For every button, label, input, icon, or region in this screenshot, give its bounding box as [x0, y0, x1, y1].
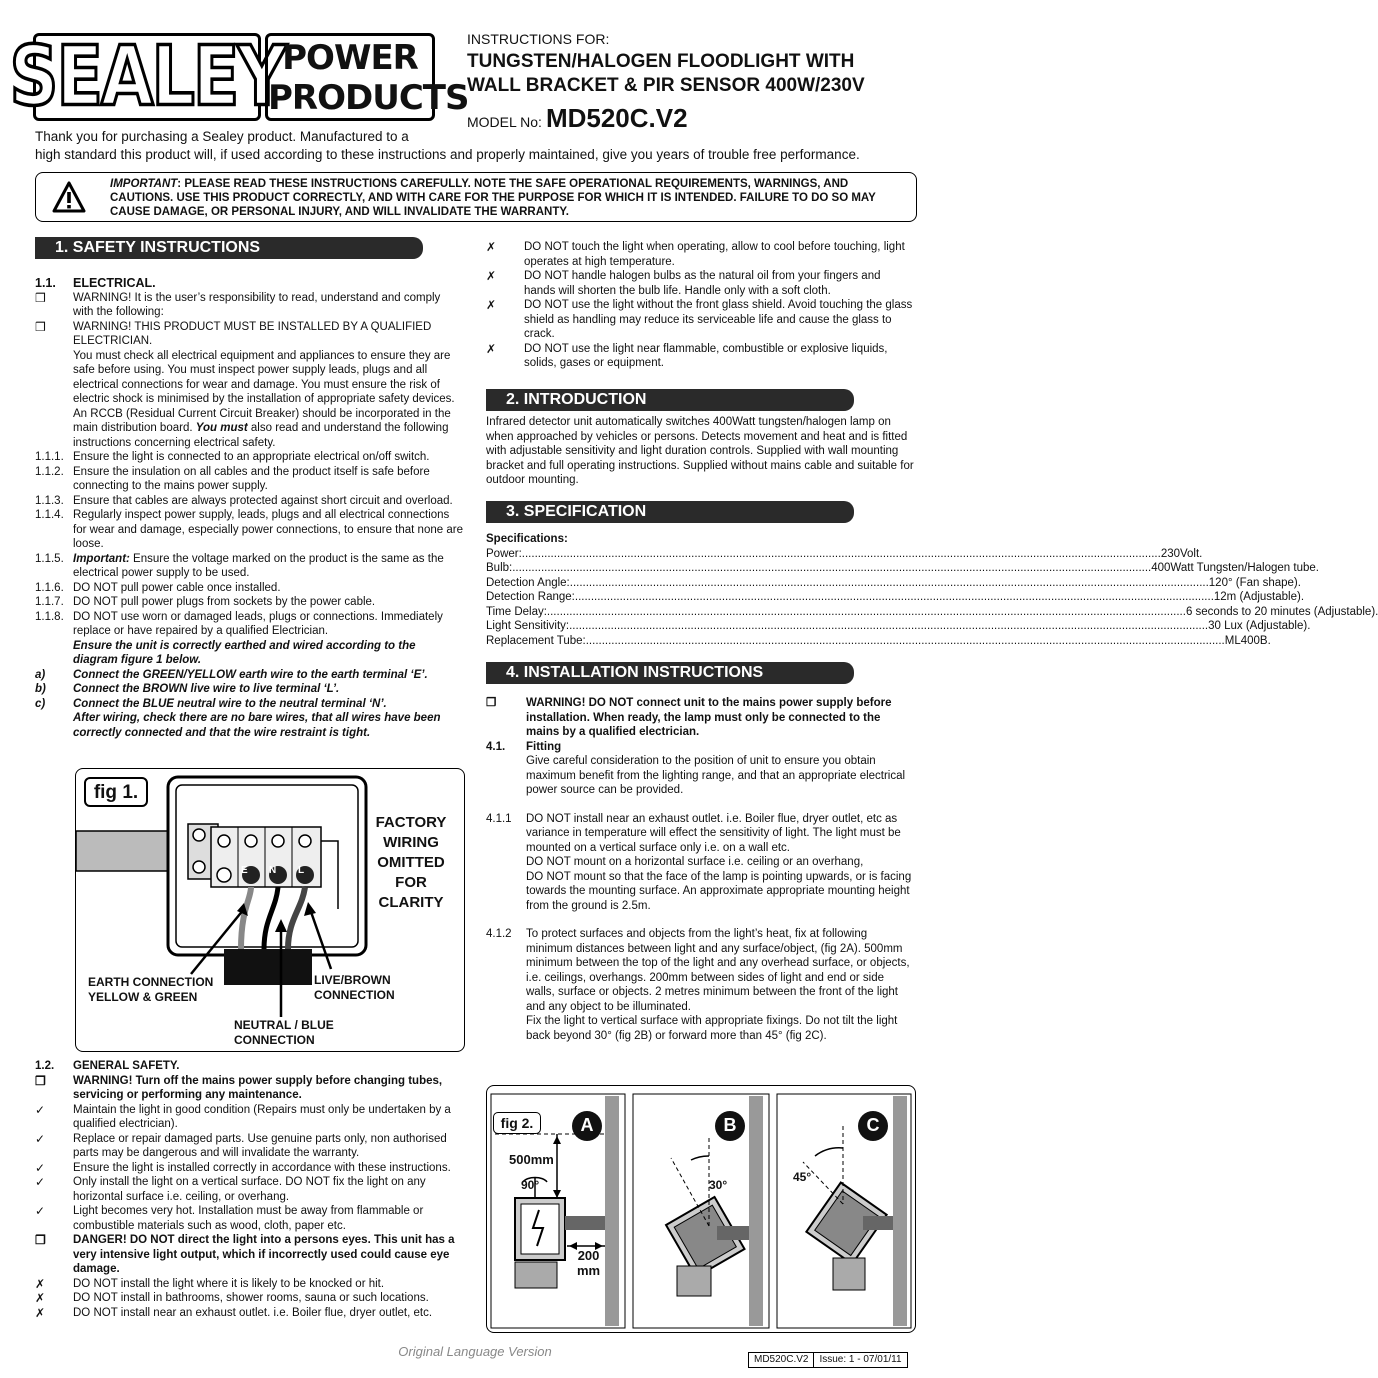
logo-word-power: POWER [282, 38, 418, 78]
label-line: NEUTRAL / BLUE [234, 1018, 334, 1032]
fitting-heading [486, 740, 914, 755]
spec-row [486, 561, 1319, 576]
item-412-b: Fix the light to vertical surface with appropriate fixings. Do not tilt the light back beyond 30° (fig 2B) or forward more than 45° (fig 2C). [526, 1015, 898, 1042]
dot-leader: ........................................................................................................................................................................................................ [521, 547, 1161, 560]
panel-a-letter: A [580, 1115, 594, 1135]
logo-word-sealey: SEALEY [9, 29, 285, 125]
cross-icon: ✗ [486, 341, 497, 356]
list-item [35, 508, 463, 552]
tick-item [35, 1204, 463, 1233]
check-icon: ✓ [35, 1131, 46, 1146]
specifications-title: Specifications: [486, 533, 568, 545]
checkbox-icon: ❒ [35, 1233, 46, 1247]
checkbox-icon: ❒ [35, 319, 46, 334]
tick-item [35, 1161, 463, 1176]
dot-leader: ........................................................................................................................................................................................................ [574, 591, 1214, 604]
label-line: CONNECTION [234, 1033, 315, 1047]
distance-200mm [577, 1248, 600, 1278]
item-4-1-1 [486, 812, 914, 914]
step-text: Connect the GREEN/YELLOW earth wire to the earth terminal ‘E’. [73, 668, 428, 681]
item-4-1-2 [486, 927, 914, 1043]
warning-2-tail: also read and understand the following instructions concerning electrical safety. [73, 422, 449, 449]
cross-icon: ✗ [486, 298, 497, 312]
check-icon: ✓ [35, 1175, 46, 1189]
check-icon: ✓ [35, 1204, 46, 1218]
cross-text: DO NOT install in bathrooms, shower rooms, sauna or such locations. [73, 1292, 429, 1304]
angle-90: 90° [521, 1178, 540, 1192]
spec-value: 120° (Fan shape). [1208, 576, 1301, 589]
warning-2-body: You must check all electrical equipment and appliances to ensure they are safe before using. You must inspect power supply leads, plugs and all electrical connections for wear and damage. You must ensure the risk of electric shock is minimised by the installation of appropriate safety devices. An RCCB (Residual Current Circuit Breaker) should be incorporated in the main distribution board. [73, 349, 455, 434]
spec-row [486, 605, 1378, 620]
cross-item [486, 269, 914, 298]
spec-value: ML400B. [1224, 635, 1271, 648]
checkbox-icon: ❒ [35, 1073, 46, 1088]
item-number: 1.1.2. [35, 465, 64, 478]
cross-text: DO NOT install the light where it is likely to be knocked or hit. [73, 1277, 385, 1290]
spec-row [486, 590, 1305, 605]
item-text: Regularly inspect power supply, leads, plugs and all electrical connections for wear and damage, especially power connections, to ensure that none are loose. [73, 509, 463, 550]
item-number: 1.1.6. [35, 581, 64, 594]
tick-item [35, 1132, 463, 1161]
step-letter: c) [35, 697, 46, 710]
cross-item [35, 1306, 463, 1321]
item-text [526, 812, 914, 914]
danger-item [35, 1233, 463, 1277]
spec-label: Power: [486, 547, 522, 560]
tick-item [35, 1175, 463, 1204]
important-label: IMPORTANT [110, 178, 178, 190]
dot-leader: ........................................................................................................................................................................................................ [569, 620, 1209, 633]
instructions-for-label: INSTRUCTIONS FOR: [467, 31, 610, 47]
check-icon: ✓ [35, 1102, 46, 1117]
cross-text: DO NOT use the light near flammable, combustible or explosive liquids, solids, gases or equipment. [524, 342, 888, 369]
section-3-heading: 3. SPECIFICATION [486, 501, 854, 523]
spec-value: 6 seconds to 20 minutes (Adjustable). [1185, 605, 1378, 618]
cross-item [486, 240, 914, 269]
checkbox-icon: ❒ [35, 290, 46, 305]
item-411-b: DO NOT mount on a horizontal surface i.e. ceiling or an overhang, [526, 856, 864, 868]
list-item [35, 610, 463, 668]
note-line: WIRING [383, 834, 439, 851]
cross-text: DO NOT handle halogen bulbs as the natural oil from your fingers and hands will shorten the bulb life. Handle only with a soft cloth. [524, 270, 881, 297]
cross-icon: ✗ [486, 240, 497, 254]
item-text: Ensure that cables are always protected against short circuit and overload. [73, 494, 453, 507]
item-text: DO NOT pull power plugs from sockets by the power cable. [73, 596, 376, 608]
cross-icon: ✗ [35, 1305, 46, 1320]
fitting-text [486, 754, 914, 798]
logo-power-products-box [265, 33, 469, 121]
note-line: OMITTED [377, 854, 445, 871]
list-item [35, 581, 463, 596]
cross-item [35, 1277, 463, 1292]
specification-section [486, 501, 1378, 649]
figure-2 [486, 1085, 916, 1333]
item-118-emphasis: Ensure the unit is correctly earthed and wired according to the diagram figure 1 below. [73, 639, 416, 666]
cross-item [486, 342, 914, 371]
angle-45: 45° [793, 1170, 812, 1184]
note-line: CLARITY [378, 894, 444, 911]
thanks-line-1: Thank you for purchasing a Sealey product. Manufactured to a [35, 129, 409, 144]
panel-c-letter: C [866, 1115, 880, 1135]
sealey-logo [9, 29, 469, 125]
tick-text: Only install the light on a vertical surface. DO NOT fix the light on any horizontal surface i.e. ceiling, or overhang. [73, 1176, 426, 1203]
danger-text: DANGER! DO NOT direct the light into a persons eyes. This unit has a very intensive light output, which if incorrectly used could cause eye damage. [73, 1234, 455, 1275]
spec-row [486, 619, 1311, 634]
terminal-e: E [241, 865, 248, 876]
introduction-text: Infrared detector unit automatically switches 400Watt tungsten/halogen lamp on when approached by vehicles or persons. Detects movement and heat and is fitted with adjustable sensitivity and light duration controls. Supplied with wall mounting bracket and full operating instructions. Supplied without mains cable and suitable for outdoor mounting. [486, 416, 914, 486]
spec-label: Bulb: [486, 562, 513, 575]
tick-text: Replace or repair damaged parts. Use genuine parts only, non authorised parts may be dangerous and will invalidate the warranty. [73, 1132, 447, 1159]
electrical-number: 1.1. [35, 276, 56, 290]
fig-1-label: fig 1. [84, 777, 148, 807]
spec-label: Detection Range: [486, 591, 575, 604]
item-115-text: Ensure the voltage marked on the product is the same as the electrical power supply to be used. [73, 552, 444, 579]
cross-icon: ✗ [35, 1291, 46, 1305]
spec-label: Detection Angle: [486, 576, 570, 589]
item-number: 1.1.4. [35, 509, 64, 521]
earth-connection-label [88, 975, 213, 1005]
item-text: Ensure the light is connected to an appropriate electrical on/off switch. [73, 451, 430, 463]
title-line-2: WALL BRACKET & PIR SENSOR 400W/230V [467, 75, 865, 96]
spec-label: Replacement Tube: [486, 635, 586, 648]
cross-icon: ✗ [486, 269, 497, 283]
cross-text: DO NOT touch the light when operating, allow to cool before touching, light operates at high temperature. [524, 241, 905, 268]
fitting-body: Give careful consideration to the position of unit to ensure you obtain maximum benefit from the lighting range, and that an appropriate electrical power source can be provided. [526, 755, 906, 796]
thank-you-text [35, 128, 915, 164]
dot-leader: ........................................................................................................................................................................................................ [512, 562, 1152, 575]
terminal-l: L [298, 865, 305, 876]
after-wiring-note [35, 711, 463, 740]
spec-value: 400Watt Tungsten/Halogen tube. [1151, 562, 1319, 575]
step-text: Connect the BROWN live wire to live terminal ‘L’. [73, 683, 340, 695]
label-line: YELLOW & GREEN [88, 990, 198, 1004]
spec-label: Light Sensitivity: [486, 620, 570, 633]
distance-value: 200 [577, 1248, 600, 1263]
section-title: Fitting [526, 740, 562, 753]
document-title [467, 50, 927, 98]
list-item [35, 465, 463, 494]
important-word: Important: [73, 552, 130, 565]
cross-text: DO NOT use the light without the front glass shield. Avoid touching the glass shield as handling may reduce its serviceable life and cause the glass to crack. [524, 299, 913, 340]
list-item [35, 494, 463, 509]
neutral-connection-label [234, 1018, 334, 1048]
specification-table [486, 547, 1378, 649]
cross-text: DO NOT install near an exhaust outlet. i.e. Boiler flue, dryer outlet, etc. [73, 1306, 433, 1319]
warning-2-emphasis: You must [195, 422, 248, 434]
spec-value: 30 Lux (Adjustable). [1208, 620, 1311, 633]
note-line: FOR [395, 874, 427, 891]
spec-row [486, 576, 1301, 591]
electrical-heading [35, 276, 463, 291]
installation-warning [486, 696, 914, 740]
step-letter: b) [35, 683, 46, 695]
dot-leader: ........................................................................................................................................................................................................ [585, 635, 1225, 648]
list-item [35, 450, 463, 465]
important-body: : PLEASE READ THESE INSTRUCTIONS CAREFULLY. NOTE THE SAFE OPERATIONAL REQUIREMENTS, WARNINGS, AND CAUTIONS. USE THIS PRODUCT CORRECTLY, AND WITH CARE FOR THE PURPOSE FOR WHICH IT IS INTENDED. FAILURE TO DO SO MAY CAUSE DAMAGE, OR PERSONAL INJURY, AND WILL INVALIDATE THE WARRANTY. [110, 178, 876, 218]
item-number: 4.1.2 [486, 928, 512, 940]
model-number: MD520C.V2 [545, 103, 688, 133]
important-notice-box [35, 172, 917, 222]
figure-1 [75, 768, 465, 1052]
item-text: Ensure the insulation on all cables and the product itself is safe before connecting to the mains power supply. [73, 465, 430, 492]
logo-word-products: PRODUCTS [268, 78, 469, 118]
warning-text: WARNING! Turn off the mains power supply before changing tubes, servicing or performing any maintenance. [73, 1074, 443, 1101]
item-text [73, 610, 463, 668]
section-number: 4.1. [486, 740, 506, 753]
spec-value: 230Volt. [1160, 547, 1203, 560]
fig-2-label: fig 2. [493, 1112, 541, 1134]
left-column [35, 237, 463, 740]
wiring-step [35, 697, 463, 712]
wiring-step [35, 668, 463, 683]
section-1-heading: 1. SAFETY INSTRUCTIONS [35, 237, 423, 259]
warning-1-text: WARNING! It is the user’s responsibility to read, understand and comply with the following: [73, 291, 441, 318]
section-number: 1.2. [35, 1060, 55, 1072]
item-411-c: DO NOT mount so that the face of the lamp is pointing upwards, or is facing towards the mounting surface. An approximate appropriate mounting height from the ground is 2.5m. [526, 870, 912, 912]
thanks-line-2: high standard this product will, if used according to these instructions and properly maintained, give you years of trouble free performance. [35, 147, 860, 162]
tick-text: Ensure the light is installed correctly in accordance with these instructions. [73, 1161, 451, 1174]
item-text [73, 552, 463, 581]
footer-issue: Issue: 1 - 07/01/11 [813, 1353, 906, 1367]
list-item [35, 595, 463, 610]
logo-sealey-box [9, 29, 285, 125]
label-line: EARTH CONNECTION [88, 975, 214, 989]
checkbox-icon: ❒ [486, 697, 497, 709]
tick-text: Light becomes very hot. Installation must be away from flammable or combustible materials such as wood, cloth, paper etc. [73, 1205, 424, 1232]
label-line: CONNECTION [314, 988, 395, 1002]
cross-icon: ✗ [35, 1276, 46, 1291]
warning-1 [35, 291, 463, 320]
warning-item [35, 1074, 463, 1103]
panel-b-letter: B [723, 1115, 737, 1135]
cross-item [35, 1291, 463, 1306]
model-label: MODEL No: [467, 114, 542, 130]
introduction-section [486, 389, 914, 488]
dot-leader: ........................................................................................................................................................................................................ [569, 576, 1209, 589]
spec-row [486, 547, 1203, 562]
note-line: FACTORY [375, 814, 447, 831]
step-text: Connect the BLUE neutral wire to the neutral terminal ‘N’. [73, 697, 387, 710]
check-icon: ✓ [35, 1160, 46, 1175]
general-safety-heading [35, 1059, 463, 1074]
mounting-distance-diagram [487, 1086, 917, 1334]
spec-label: Time Delay: [486, 605, 547, 618]
distance-unit: mm [577, 1263, 601, 1278]
footer-model: MD520C.V2 [754, 1354, 809, 1365]
section-4-heading: 4. INSTALLATION INSTRUCTIONS [486, 662, 854, 684]
angle-30: 30° [709, 1178, 728, 1192]
title-line-1: TUNGSTEN/HALOGEN FLOODLIGHT WITH [467, 51, 855, 72]
item-number: 1.1.3. [35, 494, 64, 507]
label-line: LIVE/BROWN [314, 973, 391, 987]
step-letter: a) [35, 668, 46, 681]
item-118-text: DO NOT use worn or damaged leads, plugs or connections. Immediately replace or have repaired by a qualified Electrician. [73, 610, 443, 637]
item-number: 1.1.1. [35, 451, 64, 463]
warning-triangle-icon [52, 181, 86, 213]
terminal-n: N [269, 865, 277, 876]
general-safety [35, 1059, 463, 1320]
item-number: 1.1.5. [35, 552, 64, 565]
list-item [35, 552, 463, 581]
item-number: 4.1.1 [486, 812, 512, 825]
item-number: 1.1.7. [35, 596, 64, 608]
warning-2 [35, 320, 463, 451]
tick-text: Maintain the light in good condition (Repairs must only be undertaken by a qualified electrician). [73, 1103, 451, 1130]
distance-500mm: 500mm [509, 1152, 554, 1167]
wiring-step [35, 682, 463, 697]
right-top-warnings [486, 240, 914, 371]
installation-section [486, 662, 914, 1043]
section-2-heading: 2. INTRODUCTION [486, 389, 854, 411]
installation-warning-text: WARNING! DO NOT connect unit to the mains power supply before installation. When ready, the lamp must only be connected to the mains by a qualified electrician. [526, 697, 892, 738]
original-language-note: Original Language Version [398, 1344, 552, 1359]
cross-item [486, 298, 914, 342]
item-411-a: DO NOT install near an exhaust outlet. i.e. Boiler flue, dryer outlet, etc as variance in temperature will effect the sensitivity of light. The light must be mounted on a vertical surface only i.e. on a wall etc. [526, 812, 901, 854]
item-text [526, 927, 914, 1043]
tick-item [35, 1103, 463, 1132]
spec-value: 12m (Adjustable). [1213, 591, 1305, 604]
after-wiring-text: After wiring, check there are no bare wires, that all wires have been correctly connected and that the wire restraint is tight. [73, 712, 441, 739]
factory-wiring-note [366, 813, 456, 913]
item-412-a: To protect surfaces and objects from the light’s heat, fix at following minimum distances between light and any surface/object, (fig 2A). 500mm minimum between the top of the light and any overhead surface, or objects, i.e. ceilings, overhangs. 200mm between sides of light and end or side walls, surface or objects. 2 metres minimum between the front of the light and any object to be illuminated. [526, 928, 910, 1013]
important-notice-text [110, 177, 910, 219]
live-connection-label [314, 973, 395, 1003]
item-number: 1.1.8. [35, 610, 64, 623]
spec-row [486, 634, 1271, 649]
warning-2-text [73, 320, 463, 451]
electrical-title: ELECTRICAL. [73, 276, 156, 290]
dot-leader: ........................................................................................................................................................................................................ [546, 605, 1186, 618]
warning-2-heading: WARNING! THIS PRODUCT MUST BE INSTALLED BY A QUALIFIED ELECTRICIAN. [73, 320, 432, 347]
footer-issue-box [748, 1352, 908, 1368]
electrical-items [35, 450, 463, 552]
item-text: DO NOT pull power cable once installed. [73, 581, 281, 594]
section-title: GENERAL SAFETY. [73, 1060, 180, 1072]
